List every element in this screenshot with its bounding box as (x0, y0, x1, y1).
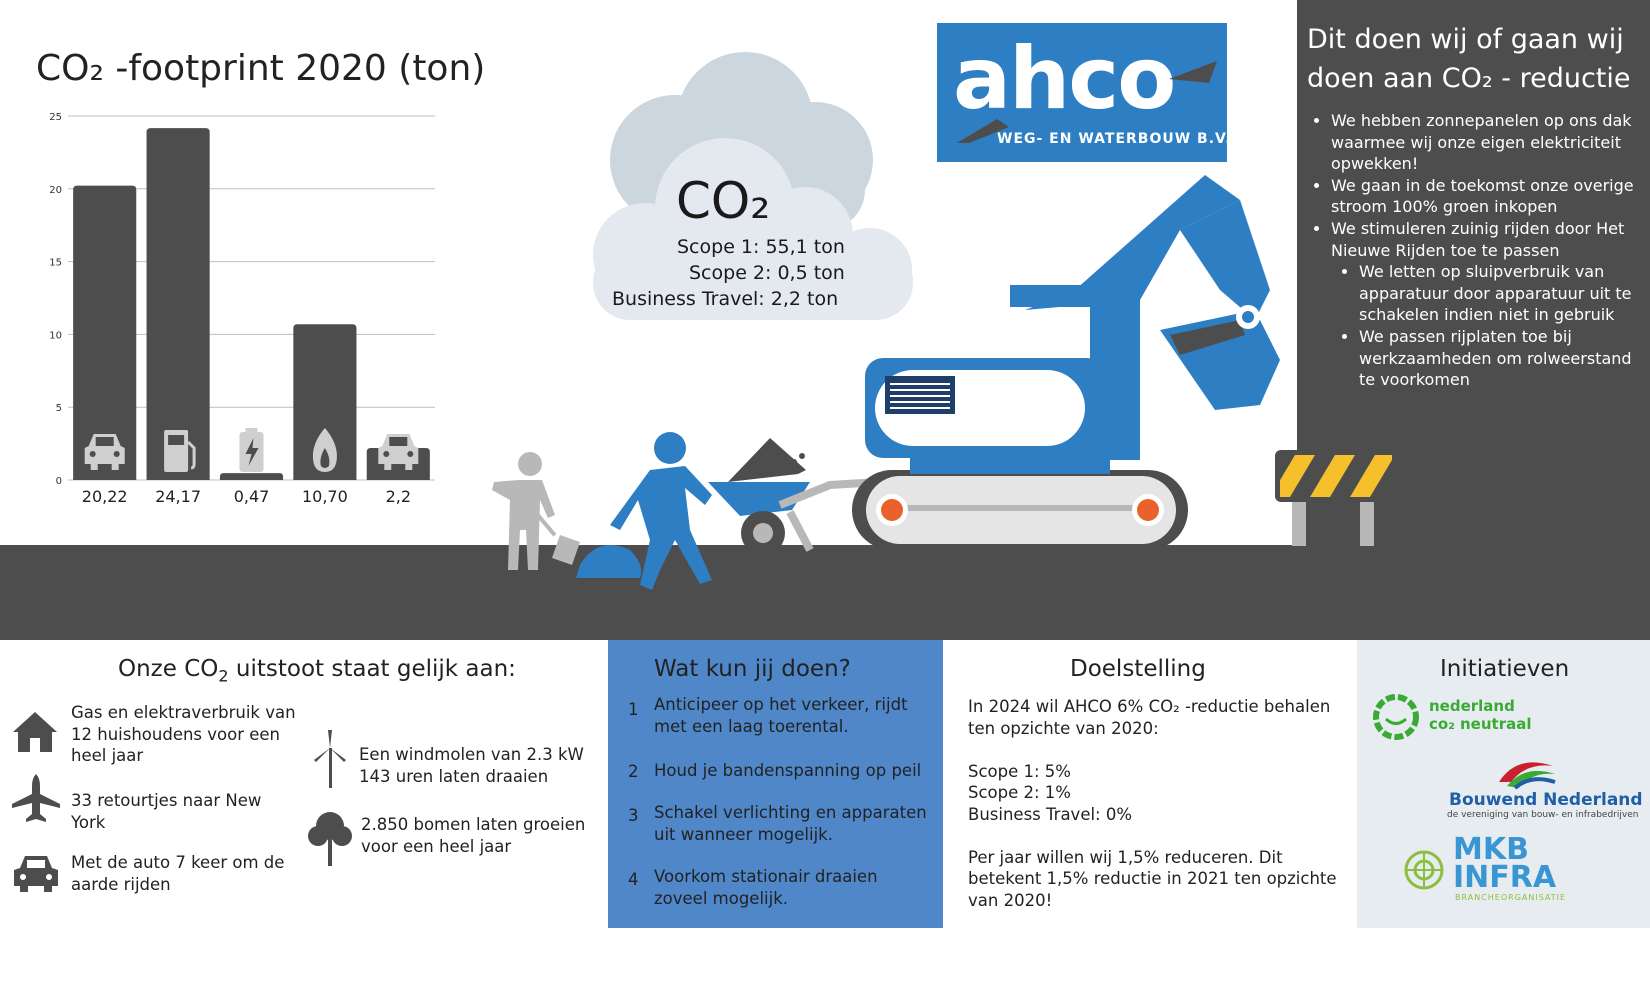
logo-word: ahco (953, 29, 1175, 129)
y-tick-label: 20 (49, 184, 62, 196)
initiatives-title: Initiatieven (1440, 656, 1570, 682)
tree-icon (308, 810, 352, 866)
logo-arrow-icon (1169, 59, 1219, 99)
construction-scene (480, 170, 1410, 600)
tip-text: Schakel verlichting en apparaten uit wanneer mogelijk. (654, 803, 927, 844)
bar-value-label: 10,70 (301, 487, 348, 506)
blue-worker-icon (576, 432, 712, 590)
co2-neutral-logo-text: nederland co₂ neutraal (1429, 697, 1532, 733)
goal-text (968, 696, 1353, 911)
bar (220, 473, 283, 480)
y-tick-label: 25 (49, 112, 62, 123)
battery-icon (240, 428, 264, 472)
bar-value-label: 0,47 (233, 487, 270, 506)
bouwend-nederland-logo-icon (1497, 752, 1557, 790)
chart-title: CO₂ -footprint 2020 (ton) (36, 48, 486, 89)
ahco-logo (937, 23, 1232, 162)
y-tick-label: 15 (49, 257, 62, 269)
co2-neutral-logo-icon (1371, 692, 1421, 742)
goal-scope: Scope 1: 5% (968, 761, 1071, 781)
excavator-icon (852, 175, 1280, 550)
goal-title: Doelstelling (1070, 656, 1206, 682)
road-barrier-icon (1270, 450, 1397, 546)
goal-intro: In 2024 wil AHCO 6% CO₂ -reductie behalen ten opzichte van 2020: (968, 697, 1331, 738)
tip-number: 1 (628, 700, 639, 719)
cloud-co2-label: CO₂ (676, 172, 771, 230)
y-tick-label: 10 (49, 330, 62, 342)
measure-item: • We hebben zonnepanelen op ons dak waarmee wij onze eigen elektriciteit opwekken! (1331, 110, 1641, 175)
equivalent-item: Met de auto 7 keer om de aarde rijden (71, 853, 285, 894)
cloud-scope1: Scope 1: 55,1 ton (677, 236, 845, 258)
car-icon (12, 852, 60, 894)
airplane-icon (12, 774, 60, 824)
bar-value-label: 24,17 (155, 487, 202, 506)
mkb-infra-tagline: BRANCHEORGANISATIE (1455, 893, 1567, 902)
equivalents-title: Onze $CO_2$ uitstoot staat gelijk aan: (118, 656, 516, 686)
what-can-you-do-panel (608, 640, 943, 928)
measure-sub-item: • We passen rijplaten toe bij werkzaamheden om rolweerstand te voorkomen (1359, 326, 1641, 391)
mkb-infra-logo-text: MKB INFRA (1453, 832, 1557, 895)
equivalent-item: 2.850 bomen laten groeien voor een heel jaar (361, 815, 586, 856)
tip-number: 3 (628, 806, 639, 825)
tip-text: Anticipeer op het verkeer, rijdt met een laag toerental. (654, 695, 908, 736)
goal-scope: Scope 2: 1% (968, 783, 1071, 802)
bar-value-label: 2,2 (385, 487, 412, 506)
initiatives-panel (1357, 640, 1650, 928)
equivalent-item: Gas en elektraverbruik van 12 huishoudens voor een heel jaar (71, 703, 296, 765)
tip-number: 4 (628, 870, 639, 889)
equivalent-item: Een windmolen van 2.3 kW 143 uren laten draaien (359, 745, 584, 786)
logo-subtitle: WEG- EN WATERBOUW B.V. (997, 131, 1232, 147)
bar-chart (40, 108, 470, 538)
goal-scope: Business Travel: 0% (968, 804, 1133, 824)
cloud-scope2: Scope 2: 0,5 ton (689, 262, 845, 284)
right-panel-title: Dit doen wij of gaan wij doen aan CO₂ - reductie (1307, 24, 1631, 94)
windmill-icon (310, 730, 350, 788)
cloud-business-travel: Business Travel: 2,2 ton (612, 288, 839, 310)
equivalent-item: 33 retourtjes naar New York (71, 791, 262, 832)
bar-value-label: 20,22 (81, 487, 128, 506)
tip-number: 2 (628, 762, 639, 781)
measure-item: • We stimuleren zuinig rijden door Het Nieuwe Rijden toe te passen (1331, 218, 1641, 261)
what-can-you-do-title: Wat kun jij doen? (654, 656, 851, 682)
tip-text: Voorkom stationair draaien zoveel mogelijk. (654, 867, 878, 908)
house-icon (12, 710, 58, 754)
gray-worker-icon (492, 452, 580, 570)
y-tick-label: 5 (55, 403, 62, 415)
wheelbarrow-icon (708, 438, 880, 555)
measure-item: • We gaan in de toekomst onze overige stroom 100% groen inkopen (1331, 175, 1641, 218)
goal-outro: Per jaar willen wij 1,5% reduceren. Dit betekent 1,5% reductie in 2021 ten opzichte van 2020! (968, 847, 1337, 910)
bar (147, 128, 210, 480)
bouwend-nederland-tagline: de vereniging van bouw- en infrabedrijven (1447, 810, 1639, 820)
y-tick-label: 0 (55, 476, 62, 487)
mkb-infra-logo-icon (1401, 845, 1447, 895)
measure-sub-item: • We letten op sluipverbruik van apparatuur door apparatuur uit te schakelen indien niet in gebruik (1359, 261, 1641, 326)
tip-text: Houd je bandenspanning op peil (654, 761, 922, 780)
bouwend-nederland-logo-text: Bouwend Nederland (1449, 790, 1643, 810)
